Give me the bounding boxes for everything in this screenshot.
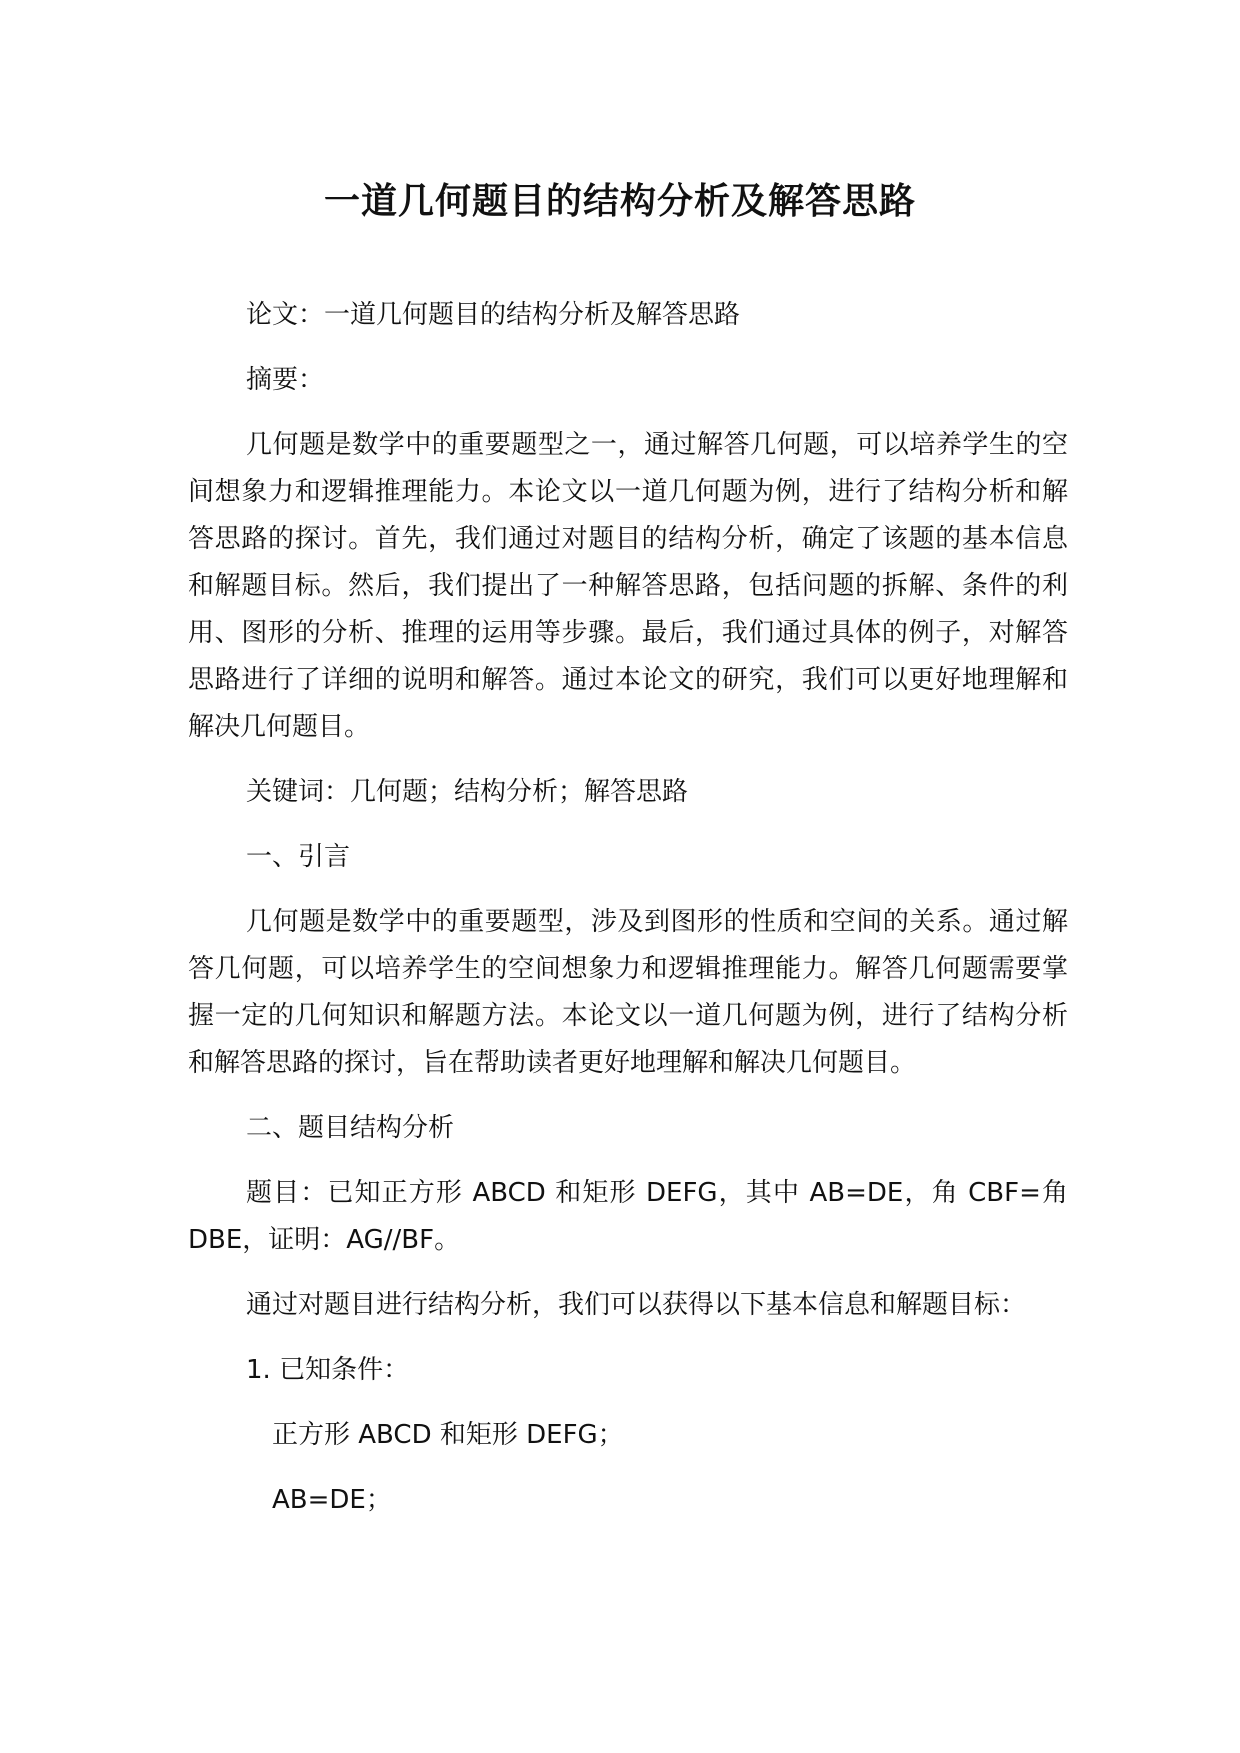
document-title: 一道几何题目的结构分析及解答思路 xyxy=(323,181,916,222)
section-1-heading: 一、引言 xyxy=(246,842,351,872)
problem-statement: 题目：已知正方形 ABCD 和矩形 DEFG，其中 AB=DE，角 CBF=角 DBE，证明：AG//BF。 xyxy=(188,1178,1068,1255)
condition-item-2: AB=DE； xyxy=(272,1485,392,1515)
abstract-paragraph: 几何题是数学中的重要题型之一，通过解答几何题，可以培养学生的空间想象力和逻辑推理能力。本论文以一道几何题为例，进行了结构分析和解答思路的探讨。首先，我们通过对题目的结构分析，确定了该题的基本信息和解题目标。然后，我们提出了一种解答思路，包括问题的拆解、条件的利用、图形的分析、推理的运用等步骤。最后，我们通过具体的例子，对解答思路进行了详细的说明和解答。通过本论文的研究，我们可以更好地理解和解决几何题目。 xyxy=(188,430,1068,742)
document-body xyxy=(188,292,1068,1542)
paper-title-line: 论文：一道几何题目的结构分析及解答思路 xyxy=(246,300,741,330)
keywords-line: 关键词：几何题；结构分析；解答思路 xyxy=(246,777,689,807)
abstract-label: 摘要： xyxy=(246,365,325,395)
analysis-intro: 通过对题目进行结构分析，我们可以获得以下基本信息和解题目标： xyxy=(246,1290,1027,1320)
section-1-paragraph: 几何题是数学中的重要题型，涉及到图形的性质和空间的关系。通过解答几何题，可以培养学生的空间想象力和逻辑推理能力。解答几何题需要掌握一定的几何知识和解题方法。本论文以一道几何题为例，进行了结构分析和解答思路的探讨，旨在帮助读者更好地理解和解决几何题目。 xyxy=(188,907,1068,1078)
section-2-heading: 二、题目结构分析 xyxy=(246,1113,455,1143)
known-conditions-label: 1. 已知条件： xyxy=(246,1355,410,1385)
condition-item-1: 正方形 ABCD 和矩形 DEFG； xyxy=(272,1420,624,1450)
